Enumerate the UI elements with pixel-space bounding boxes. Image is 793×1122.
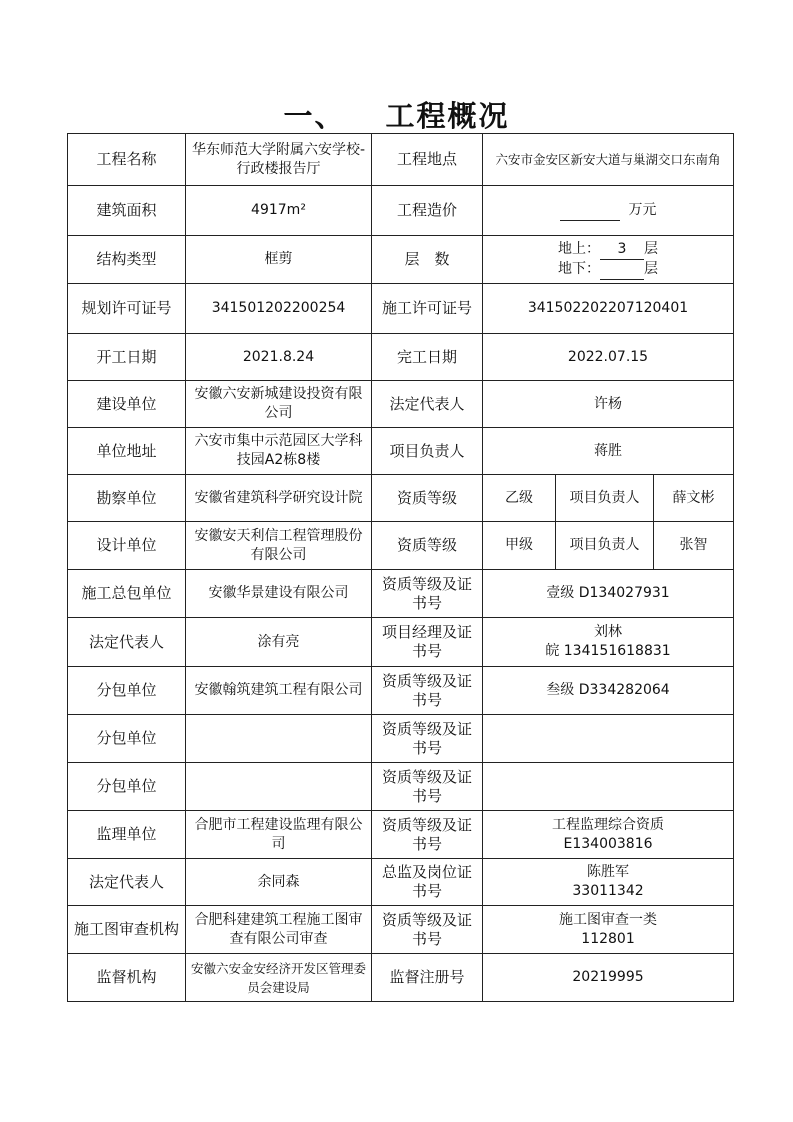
label-unit-address: 单位地址 (68, 428, 186, 475)
label-supervision-grade: 资质等级及证书号 (372, 811, 483, 859)
label-subcontractor-2: 分包单位 (68, 715, 186, 763)
table-row (68, 954, 734, 1002)
label-design-pm: 项目负责人 (556, 522, 654, 570)
review-cert: 112801 (581, 930, 635, 947)
label-chief-supervisor: 总监及岗位证书号 (372, 859, 483, 906)
label-project-cost: 工程造价 (372, 186, 483, 236)
value-supervision-grade (483, 811, 734, 859)
label-review-grade: 资质等级及证书号 (372, 906, 483, 954)
value-design-pm: 张智 (654, 522, 734, 570)
value-survey-pm: 薛文彬 (654, 475, 734, 522)
label-project-manager: 项目经理及证书号 (372, 618, 483, 667)
review-qualification: 施工图审查一类 (559, 911, 657, 928)
cost-blank (560, 201, 620, 221)
project-manager-name: 刘林 (594, 624, 622, 640)
value-design-grade: 甲级 (483, 522, 556, 570)
value-completion-date: 2022.07.15 (483, 334, 734, 381)
label-subcontractor-3: 分包单位 (68, 763, 186, 811)
table-row (68, 618, 734, 667)
label-contractor-legal-rep: 法定代表人 (68, 618, 186, 667)
floors-below (487, 260, 729, 280)
project-overview-table (67, 133, 734, 1002)
value-subcontractor-3-grade (483, 763, 734, 811)
floors-below-suffix: 层 (644, 260, 658, 277)
value-general-contractor: 安徽华景建设有限公司 (186, 570, 372, 618)
value-project-leader: 蒋胜 (483, 428, 734, 475)
value-survey-unit: 安徽省建筑科学研究设计院 (186, 475, 372, 522)
label-floors: 层 数 (372, 236, 483, 284)
table-row (68, 763, 734, 811)
table-row (68, 715, 734, 763)
value-legal-rep: 许杨 (483, 381, 734, 428)
floors-above (487, 240, 729, 260)
value-subcontractor-1: 安徽翰筑建筑工程有限公司 (186, 667, 372, 715)
label-subcontractor-2-grade: 资质等级及证书号 (372, 715, 483, 763)
label-design-unit: 设计单位 (68, 522, 186, 570)
table-row (68, 667, 734, 715)
value-drawing-review-agency: 合肥科建建筑工程施工图审查有限公司审查 (186, 906, 372, 954)
label-general-contractor: 施工总包单位 (68, 570, 186, 618)
value-subcontractor-3 (186, 763, 372, 811)
value-design-unit: 安徽安天利信工程管理股份有限公司 (186, 522, 372, 570)
value-planning-permit: 341501202200254 (186, 284, 372, 334)
label-contractor-grade: 资质等级及证书号 (372, 570, 483, 618)
table-row (68, 811, 734, 859)
label-structure-type: 结构类型 (68, 236, 186, 284)
value-project-location: 六安市金安区新安大道与巢湖交口东南角 (483, 134, 734, 186)
label-legal-rep: 法定代表人 (372, 381, 483, 428)
floors-above-suffix: 层 (644, 240, 658, 257)
value-supervision-reg-no: 20219995 (483, 954, 734, 1002)
table-row (68, 475, 734, 522)
chief-supervisor-cert: 33011342 (572, 883, 644, 899)
table-row (68, 186, 734, 236)
table-row (68, 334, 734, 381)
value-subcontractor-2-grade (483, 715, 734, 763)
floors-above-value: 3 (600, 240, 644, 260)
label-subcontractor-1-grade: 资质等级及证书号 (372, 667, 483, 715)
value-subcontractor-2 (186, 715, 372, 763)
floors-above-prefix: 地上： (558, 240, 600, 257)
value-chief-supervisor (483, 859, 734, 906)
label-construction-permit: 施工许可证号 (372, 284, 483, 334)
label-design-grade: 资质等级 (372, 522, 483, 570)
supervision-qualification: 工程监理综合资质 (552, 816, 664, 833)
value-start-date: 2021.8.24 (186, 334, 372, 381)
table-row (68, 236, 734, 284)
label-survey-grade: 资质等级 (372, 475, 483, 522)
supervision-cert: E134003816 (563, 835, 653, 852)
table-row (68, 381, 734, 428)
value-building-area: 4917m² (186, 186, 372, 236)
label-supervision-legal-rep: 法定代表人 (68, 859, 186, 906)
label-project-leader: 项目负责人 (372, 428, 483, 475)
value-project-cost (483, 186, 734, 236)
title-text: 工程概况 (385, 99, 510, 133)
value-review-grade (483, 906, 734, 954)
value-construction-unit: 安徽六安新城建设投资有限公司 (186, 381, 372, 428)
value-contractor-legal-rep: 涂有亮 (186, 618, 372, 667)
label-project-name: 工程名称 (68, 134, 186, 186)
value-supervision-legal-rep: 余同森 (186, 859, 372, 906)
title-number: 一、 (283, 99, 346, 133)
table-row (68, 859, 734, 906)
label-building-area: 建筑面积 (68, 186, 186, 236)
table-row (68, 428, 734, 475)
value-structure-type: 框剪 (186, 236, 372, 284)
value-survey-grade: 乙级 (483, 475, 556, 522)
table-row (68, 522, 734, 570)
label-supervision-unit: 监理单位 (68, 811, 186, 859)
label-survey-pm: 项目负责人 (556, 475, 654, 522)
label-subcontractor-3-grade: 资质等级及证书号 (372, 763, 483, 811)
label-survey-unit: 勘察单位 (68, 475, 186, 522)
value-supervising-agency: 安徽六安金安经济开发区管理委员会建设局 (186, 954, 372, 1002)
value-project-manager (483, 618, 734, 667)
value-subcontractor-1-grade: 叁级 D334282064 (483, 667, 734, 715)
label-subcontractor-1: 分包单位 (68, 667, 186, 715)
label-planning-permit: 规划许可证号 (68, 284, 186, 334)
chief-supervisor-name: 陈胜军 (587, 864, 629, 880)
value-project-name: 华东师范大学附属六安学校-行政楼报告厅 (186, 134, 372, 186)
label-supervising-agency: 监督机构 (68, 954, 186, 1002)
label-start-date: 开工日期 (68, 334, 186, 381)
floors-below-value (600, 260, 644, 280)
value-construction-permit: 341502202207120401 (483, 284, 734, 334)
value-contractor-grade: 壹级 D134027931 (483, 570, 734, 618)
table-row (68, 906, 734, 954)
table-row (68, 134, 734, 186)
value-floors (483, 236, 734, 284)
floors-below-prefix: 地下： (558, 260, 600, 277)
table-row (68, 284, 734, 334)
value-supervision-unit: 合肥市工程建设监理有限公司 (186, 811, 372, 859)
label-drawing-review-agency: 施工图审查机构 (68, 906, 186, 954)
label-completion-date: 完工日期 (372, 334, 483, 381)
page-title (0, 94, 793, 135)
project-manager-cert: 皖 134151618831 (545, 643, 671, 659)
table-row (68, 570, 734, 618)
label-project-location: 工程地点 (372, 134, 483, 186)
value-unit-address: 六安市集中示范园区大学科技园A2栋8楼 (186, 428, 372, 475)
cost-unit: 万元 (628, 201, 657, 218)
label-supervision-reg-no: 监督注册号 (372, 954, 483, 1002)
label-construction-unit: 建设单位 (68, 381, 186, 428)
